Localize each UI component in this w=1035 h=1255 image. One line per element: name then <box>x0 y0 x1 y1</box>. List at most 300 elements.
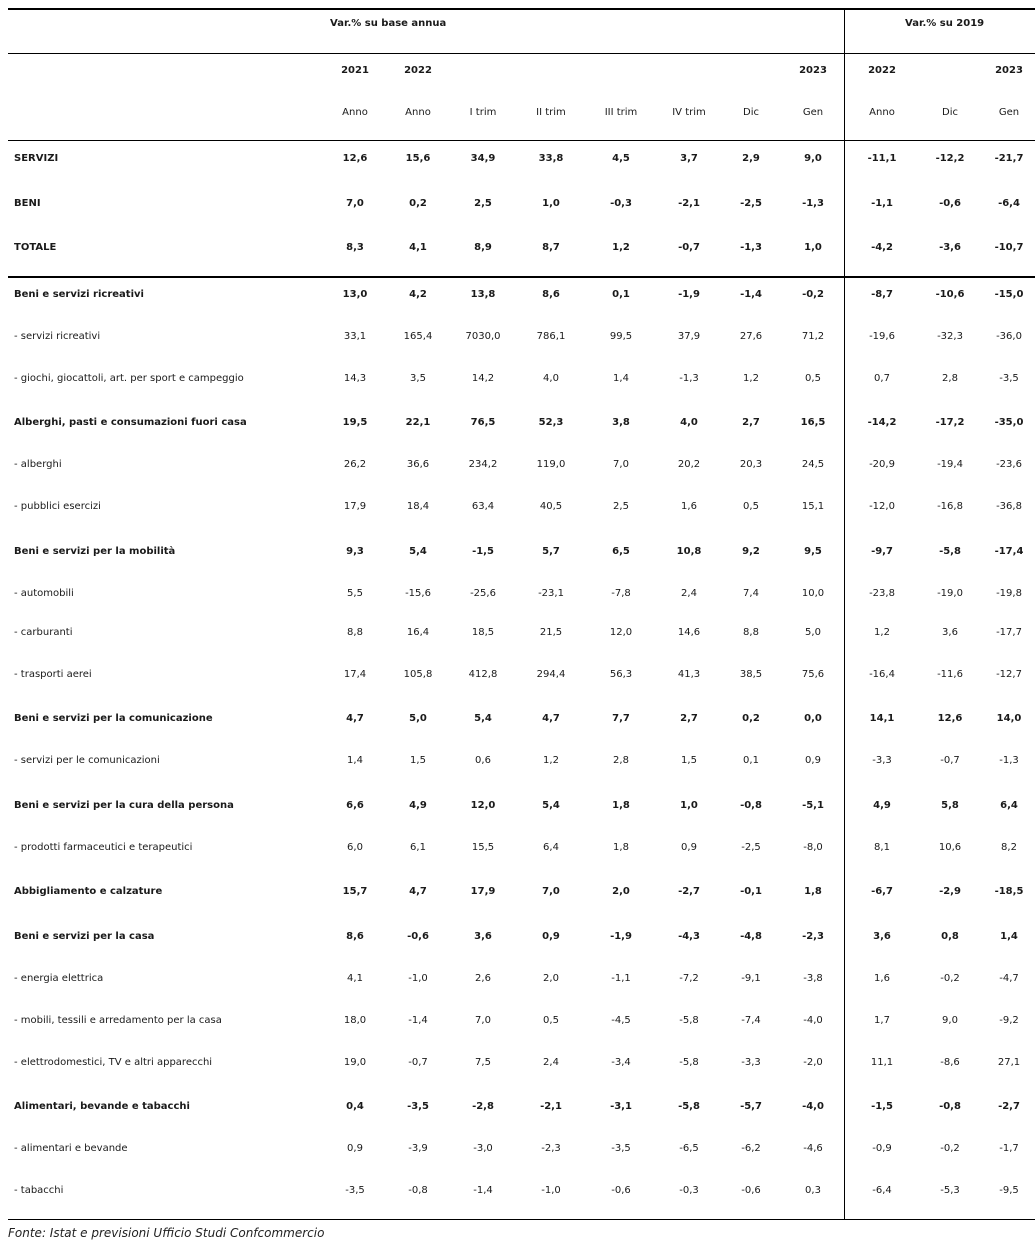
table-cell: 12,6 <box>937 713 963 724</box>
table-cell: 71,2 <box>801 331 825 342</box>
table-cell: -19,0 <box>937 588 963 599</box>
table-cell: 2,5 <box>613 501 629 512</box>
table-cell: 2,4 <box>681 588 697 599</box>
row-label: SERVIZI <box>14 153 59 164</box>
column-header: Dic <box>942 107 958 118</box>
table-cell: 17,4 <box>343 669 367 680</box>
table-cell: -0,7 <box>408 1057 428 1068</box>
table-cell: -36,0 <box>996 331 1022 342</box>
table-cell: -16,8 <box>937 501 963 512</box>
table-cell: -9,7 <box>871 546 893 557</box>
row-label: Beni e servizi per la casa <box>14 931 155 942</box>
table-cell: 412,8 <box>468 669 498 680</box>
table-cell: -6,2 <box>741 1143 761 1154</box>
table-cell: 18,0 <box>343 1015 367 1026</box>
table-cell: -11,1 <box>867 153 897 164</box>
table-cell: -36,8 <box>996 501 1022 512</box>
table-cell: 76,5 <box>470 417 496 428</box>
table-cell: 9,5 <box>804 546 822 557</box>
table-cell: -5,8 <box>939 546 961 557</box>
table-cell: 105,8 <box>403 669 433 680</box>
row-label: - alimentari e bevande <box>14 1143 128 1154</box>
table-cell: -1,3 <box>802 198 824 209</box>
table-cell: 22,1 <box>405 417 431 428</box>
table-cell: 1,2 <box>612 242 630 253</box>
table-cell: 3,6 <box>474 931 492 942</box>
table-cell: -9,2 <box>999 1015 1019 1026</box>
row-label: - automobili <box>14 588 74 599</box>
table-cell: -23,1 <box>538 588 564 599</box>
table-cell: -0,1 <box>740 886 762 897</box>
table-cell: 6,0 <box>347 842 363 853</box>
table-cell: 34,9 <box>470 153 496 164</box>
row-label: - giochi, giocattoli, art. per sport e campeggio <box>14 373 244 384</box>
table-cell: -0,8 <box>939 1101 961 1112</box>
table-cell: 3,6 <box>942 627 958 638</box>
table-cell: -14,2 <box>867 417 897 428</box>
table-cell: 5,8 <box>941 800 959 811</box>
table-cell: 2,8 <box>613 755 629 766</box>
row-label: Alberghi, pasti e consumazioni fuori casa <box>14 417 247 428</box>
table-cell: 3,7 <box>680 153 698 164</box>
table-cell: 4,7 <box>409 886 427 897</box>
table-cell: -32,3 <box>937 331 963 342</box>
row-label: - prodotti farmaceutici e terapeutici <box>14 842 193 853</box>
table-cell: 15,6 <box>405 153 431 164</box>
column-header: I trim <box>469 107 497 118</box>
table-cell: -1,5 <box>871 1101 893 1112</box>
table-cell: -2,7 <box>998 1101 1020 1112</box>
table-cell: -1,0 <box>541 1185 561 1196</box>
row-label: - alberghi <box>14 459 62 470</box>
year-header: 2023 <box>995 65 1023 76</box>
table-cell: 7,0 <box>475 1015 491 1026</box>
year-header: 2021 <box>341 65 369 76</box>
column-header: Dic <box>743 107 759 118</box>
table-cell: -0,6 <box>611 1185 631 1196</box>
table-cell: 4,7 <box>542 713 560 724</box>
table-cell: 1,2 <box>543 755 559 766</box>
row-label: - carburanti <box>14 627 73 638</box>
table-cell: 63,4 <box>471 501 495 512</box>
table-rule <box>8 276 1035 278</box>
table-cell: -35,0 <box>994 417 1024 428</box>
table-cell: 4,7 <box>346 713 364 724</box>
table-cell: 2,6 <box>475 973 491 984</box>
table-cell: 5,7 <box>542 546 560 557</box>
table-cell: 20,2 <box>677 459 701 470</box>
table-cell: 9,0 <box>804 153 822 164</box>
table-cell: 40,5 <box>539 501 563 512</box>
table-cell: 11,1 <box>870 1057 894 1068</box>
table-cell: -4,8 <box>740 931 762 942</box>
table-cell: 26,2 <box>343 459 367 470</box>
table-cell: -19,6 <box>869 331 895 342</box>
table-cell: -3,0 <box>473 1143 493 1154</box>
row-label: - trasporti aerei <box>14 669 92 680</box>
table-cell: 3,5 <box>410 373 426 384</box>
table-cell: -23,6 <box>996 459 1022 470</box>
table-cell: 9,2 <box>742 546 760 557</box>
table-cell: 17,9 <box>343 501 367 512</box>
table-cell: -0,6 <box>939 198 961 209</box>
table-cell: -2,9 <box>939 886 961 897</box>
table-cell: -3,4 <box>611 1057 631 1068</box>
table-cell: -5,7 <box>740 1101 762 1112</box>
table-cell: 8,2 <box>1001 842 1017 853</box>
table-cell: 0,9 <box>681 842 697 853</box>
table-cell: -4,6 <box>803 1143 823 1154</box>
table-cell: -6,4 <box>872 1185 892 1196</box>
table-cell: 2,5 <box>474 198 492 209</box>
table-cell: 56,3 <box>609 669 633 680</box>
table-cell: 27,6 <box>739 331 763 342</box>
row-label: - mobili, tessili e arredamento per la casa <box>14 1015 222 1026</box>
table-cell: 36,6 <box>406 459 430 470</box>
table-cell: 17,9 <box>470 886 496 897</box>
table-cell: -0,9 <box>872 1143 892 1154</box>
table-cell: 1,7 <box>874 1015 890 1026</box>
table-cell: 14,0 <box>996 713 1022 724</box>
table-cell: -6,7 <box>871 886 893 897</box>
row-label: Abbigliamento e calzature <box>14 886 163 897</box>
table-cell: 15,7 <box>342 886 368 897</box>
column-header: II trim <box>536 107 566 118</box>
table-cell: 5,4 <box>542 800 560 811</box>
table-cell: -1,7 <box>999 1143 1019 1154</box>
table-cell: -1,1 <box>871 198 893 209</box>
table-cell: 2,9 <box>742 153 760 164</box>
table-cell: -3,8 <box>803 973 823 984</box>
table-cell: 14,1 <box>869 713 895 724</box>
table-cell: 24,5 <box>801 459 825 470</box>
row-label: Beni e servizi per la cura della persona <box>14 800 234 811</box>
table-cell: 0,1 <box>612 289 630 300</box>
row-label: - elettrodomestici, TV e altri apparecchi <box>14 1057 213 1068</box>
table-rule <box>8 140 1035 141</box>
table-cell: 3,8 <box>612 417 630 428</box>
table-cell: 2,0 <box>543 973 559 984</box>
table-cell: -2,3 <box>802 931 824 942</box>
table-cell: -11,6 <box>937 669 963 680</box>
table-cell: 0,3 <box>805 1185 821 1196</box>
table-cell: 19,0 <box>343 1057 367 1068</box>
table-cell: -25,6 <box>470 588 496 599</box>
table-cell: 8,8 <box>347 627 363 638</box>
table-cell: 7030,0 <box>465 331 501 342</box>
table-cell: 7,5 <box>475 1057 491 1068</box>
table-cell: -3,5 <box>611 1143 631 1154</box>
table-cell: -10,7 <box>994 242 1024 253</box>
table-cell: 75,6 <box>801 669 825 680</box>
table-cell: -16,4 <box>869 669 895 680</box>
column-header: Anno <box>405 107 431 118</box>
table-cell: 8,6 <box>542 289 560 300</box>
table-cell: 0,9 <box>805 755 821 766</box>
table-cell: 5,4 <box>409 546 427 557</box>
table-cell: 1,6 <box>874 973 890 984</box>
column-header: IV trim <box>672 107 706 118</box>
table-cell: -18,5 <box>994 886 1024 897</box>
table-cell: 7,0 <box>613 459 629 470</box>
table-cell: -0,6 <box>741 1185 761 1196</box>
table-cell: -20,9 <box>869 459 895 470</box>
table-cell: -0,3 <box>679 1185 699 1196</box>
column-divider <box>844 8 845 1220</box>
row-label: - energia elettrica <box>14 973 104 984</box>
table-cell: -2,5 <box>740 198 762 209</box>
table-cell: 6,4 <box>543 842 559 853</box>
table-cell: 1,8 <box>612 800 630 811</box>
table-cell: -7,8 <box>611 588 631 599</box>
table-cell: 20,3 <box>739 459 763 470</box>
table-cell: -3,5 <box>345 1185 365 1196</box>
column-header: Anno <box>342 107 368 118</box>
row-label: Beni e servizi per la mobilità <box>14 546 176 557</box>
table-cell: -6,4 <box>998 198 1020 209</box>
table-cell: 4,9 <box>873 800 891 811</box>
table-cell: 9,3 <box>346 546 364 557</box>
table-cell: 5,5 <box>347 588 363 599</box>
table-cell: 18,5 <box>471 627 495 638</box>
table-cell: 0,8 <box>941 931 959 942</box>
table-cell: 10,6 <box>938 842 962 853</box>
table-cell: 21,5 <box>539 627 563 638</box>
table-cell: 4,1 <box>409 242 427 253</box>
row-label: - servizi ricreativi <box>14 331 101 342</box>
table-cell: 8,6 <box>346 931 364 942</box>
table-cell: 0,2 <box>409 198 427 209</box>
table-cell: 7,7 <box>612 713 630 724</box>
table-cell: -1,9 <box>678 289 700 300</box>
table-cell: -1,1 <box>611 973 631 984</box>
table-cell: -15,0 <box>994 289 1024 300</box>
table-cell: -3,3 <box>741 1057 761 1068</box>
table-cell: 0,5 <box>805 373 821 384</box>
table-cell: -1,5 <box>472 546 494 557</box>
table-cell: 0,6 <box>475 755 491 766</box>
table-cell: 3,6 <box>873 931 891 942</box>
table-cell: 13,8 <box>470 289 496 300</box>
table-cell: -5,8 <box>678 1101 700 1112</box>
table-cell: -1,3 <box>740 242 762 253</box>
table-cell: 8,9 <box>474 242 492 253</box>
table-cell: 8,1 <box>874 842 890 853</box>
table-cell: 14,6 <box>677 627 701 638</box>
table-cell: 12,0 <box>470 800 496 811</box>
table-cell: 4,1 <box>347 973 363 984</box>
table-cell: 6,4 <box>1000 800 1018 811</box>
table-cell: -21,7 <box>994 153 1024 164</box>
table-cell: -4,0 <box>803 1015 823 1026</box>
table-cell: 2,4 <box>543 1057 559 1068</box>
table-rule <box>8 1219 1035 1220</box>
table-cell: -3,1 <box>610 1101 632 1112</box>
table-cell: -0,8 <box>740 800 762 811</box>
table-cell: 1,5 <box>410 755 426 766</box>
table-cell: -0,8 <box>408 1185 428 1196</box>
table-cell: 12,6 <box>342 153 368 164</box>
row-label: Beni e servizi ricreativi <box>14 289 144 300</box>
table-cell: 8,8 <box>743 627 759 638</box>
table-cell: -19,4 <box>937 459 963 470</box>
table-cell: 7,0 <box>346 198 364 209</box>
table-cell: -2,8 <box>472 1101 494 1112</box>
table-cell: 33,8 <box>538 153 564 164</box>
table-cell: 7,0 <box>542 886 560 897</box>
table-cell: -9,1 <box>741 973 761 984</box>
group-header-annual: Var.% su base annua <box>330 18 447 29</box>
table-rule <box>8 8 1035 10</box>
table-cell: 1,0 <box>542 198 560 209</box>
table-cell: 7,4 <box>743 588 759 599</box>
table-cell: -4,0 <box>802 1101 824 1112</box>
table-cell: -8,6 <box>940 1057 960 1068</box>
column-header: III trim <box>604 107 638 118</box>
table-cell: 5,0 <box>805 627 821 638</box>
table-cell: -2,1 <box>678 198 700 209</box>
table-cell: 18,4 <box>406 501 430 512</box>
table-cell: 1,6 <box>681 501 697 512</box>
table-cell: 1,4 <box>1000 931 1018 942</box>
table-cell: 1,0 <box>804 242 822 253</box>
table-cell: 8,7 <box>542 242 560 253</box>
table-cell: 2,7 <box>742 417 760 428</box>
table-cell: 4,0 <box>680 417 698 428</box>
table-cell: 1,5 <box>681 755 697 766</box>
table-cell: 1,4 <box>613 373 629 384</box>
table-cell: 294,4 <box>536 669 566 680</box>
table-cell: -12,7 <box>996 669 1022 680</box>
table-cell: -2,3 <box>541 1143 561 1154</box>
table-cell: 19,5 <box>342 417 368 428</box>
table-cell: 0,9 <box>542 931 560 942</box>
table-cell: 33,1 <box>343 331 367 342</box>
table-cell: -3,5 <box>407 1101 429 1112</box>
table-cell: 1,2 <box>874 627 890 638</box>
table-cell: 16,5 <box>800 417 826 428</box>
table-cell: -12,2 <box>935 153 965 164</box>
table-cell: -17,4 <box>994 546 1024 557</box>
table-cell: 165,4 <box>403 331 433 342</box>
column-header: Anno <box>869 107 895 118</box>
table-cell: -17,2 <box>935 417 965 428</box>
table-cell: 2,0 <box>612 886 630 897</box>
table-cell: 4,0 <box>543 373 559 384</box>
year-header: 2023 <box>799 65 827 76</box>
table-cell: -1,4 <box>408 1015 428 1026</box>
table-cell: 13,0 <box>342 289 368 300</box>
table-cell: 10,8 <box>676 546 702 557</box>
row-label: - tabacchi <box>14 1185 64 1196</box>
table-cell: -0,7 <box>940 755 960 766</box>
table-cell: -12,0 <box>869 501 895 512</box>
table-cell: 2,7 <box>680 713 698 724</box>
row-label: - servizi per le comunicazioni <box>14 755 160 766</box>
table-cell: 786,1 <box>536 331 566 342</box>
table-cell: -7,4 <box>741 1015 761 1026</box>
table-cell: -2,0 <box>803 1057 823 1068</box>
table-cell: -10,6 <box>935 289 965 300</box>
table-cell: -2,7 <box>678 886 700 897</box>
table-cell: -5,8 <box>679 1057 699 1068</box>
table-cell: 5,0 <box>409 713 427 724</box>
table-cell: 16,4 <box>406 627 430 638</box>
table-cell: -1,4 <box>740 289 762 300</box>
row-label: Beni e servizi per la comunicazione <box>14 713 213 724</box>
table-cell: 27,1 <box>997 1057 1021 1068</box>
table-cell: 38,5 <box>739 669 763 680</box>
table-cell: -0,6 <box>407 931 429 942</box>
table-cell: 1,8 <box>613 842 629 853</box>
table-cell: 6,5 <box>612 546 630 557</box>
table-cell: -9,5 <box>999 1185 1019 1196</box>
table-cell: 0,4 <box>346 1101 364 1112</box>
table-cell: 12,0 <box>609 627 633 638</box>
table-cell: 1,8 <box>804 886 822 897</box>
row-label: TOTALE <box>14 242 57 253</box>
table-cell: 99,5 <box>609 331 633 342</box>
table-cell: -0,3 <box>610 198 632 209</box>
table-cell: -3,9 <box>408 1143 428 1154</box>
table-cell: 6,1 <box>410 842 426 853</box>
table-cell: 119,0 <box>536 459 566 470</box>
table-cell: -0,7 <box>678 242 700 253</box>
table-cell: -4,2 <box>871 242 893 253</box>
table-cell: -1,9 <box>610 931 632 942</box>
table-cell: 9,0 <box>942 1015 958 1026</box>
table-cell: -17,7 <box>996 627 1022 638</box>
table-cell: 4,9 <box>409 800 427 811</box>
table-cell: -8,0 <box>803 842 823 853</box>
table-cell: -5,8 <box>679 1015 699 1026</box>
table-cell: 0,2 <box>742 713 760 724</box>
table-cell: 4,5 <box>612 153 630 164</box>
group-header-2019: Var.% su 2019 <box>905 18 985 29</box>
source-note: Fonte: Istat e previsioni Ufficio Studi Confcommercio <box>8 1226 325 1240</box>
column-header: Gen <box>802 107 824 118</box>
table-cell: -7,2 <box>679 973 699 984</box>
table-cell: 1,0 <box>680 800 698 811</box>
table-cell: -1,0 <box>408 973 428 984</box>
column-header: Gen <box>998 107 1020 118</box>
table-cell: -0,2 <box>940 1143 960 1154</box>
table-cell: 0,7 <box>874 373 890 384</box>
table-cell: 52,3 <box>538 417 564 428</box>
table-cell: -4,5 <box>611 1015 631 1026</box>
table-cell: 15,1 <box>801 501 825 512</box>
table-cell: -15,6 <box>405 588 431 599</box>
table-cell: 0,1 <box>743 755 759 766</box>
table-cell: 4,2 <box>409 289 427 300</box>
table-cell: 1,2 <box>743 373 759 384</box>
table-cell: -3,6 <box>939 242 961 253</box>
table-cell: -4,3 <box>678 931 700 942</box>
table-cell: 2,8 <box>942 373 958 384</box>
table-cell: 1,4 <box>347 755 363 766</box>
table-cell: 234,2 <box>468 459 498 470</box>
table-cell: 14,2 <box>471 373 495 384</box>
row-label: Alimentari, bevande e tabacchi <box>14 1101 190 1112</box>
table-cell: -0,2 <box>802 289 824 300</box>
table-cell: -0,2 <box>940 973 960 984</box>
table-cell: -1,4 <box>473 1185 493 1196</box>
table-cell: -8,7 <box>871 289 893 300</box>
table-cell: 8,3 <box>346 242 364 253</box>
table-cell: -4,7 <box>999 973 1019 984</box>
table-cell: 0,5 <box>543 1015 559 1026</box>
table-cell: 15,5 <box>471 842 495 853</box>
